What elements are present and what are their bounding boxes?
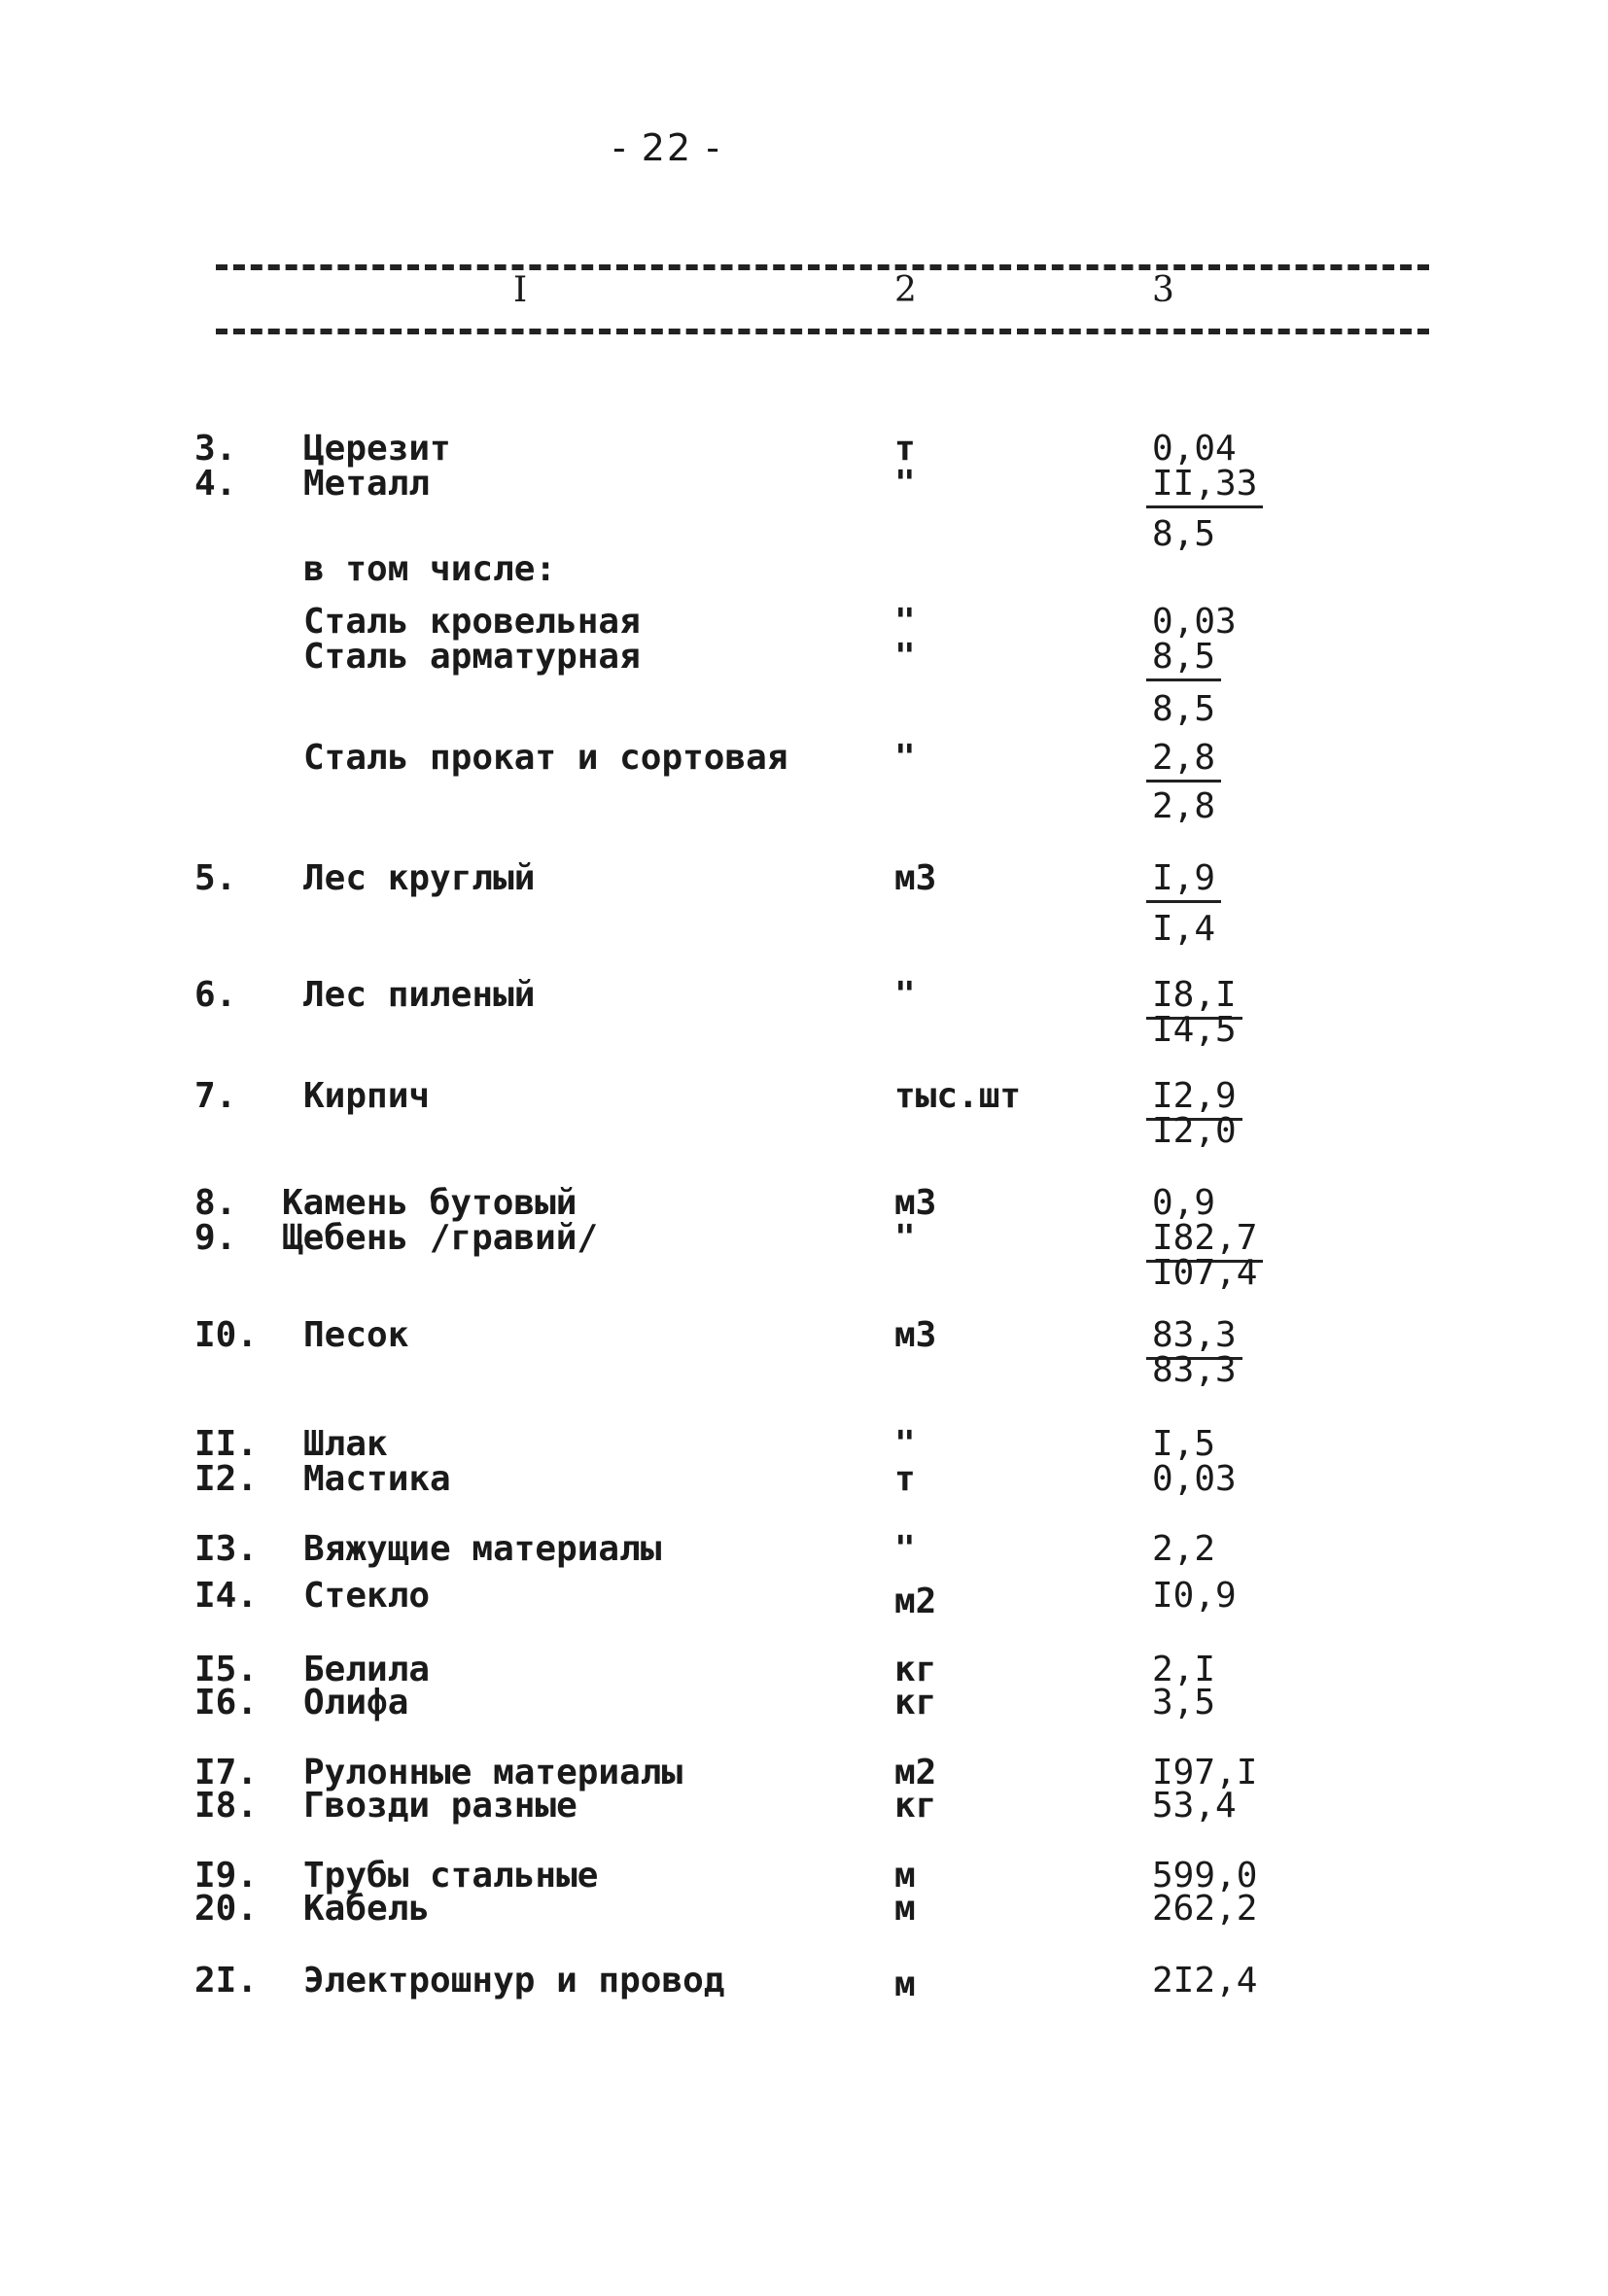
row-value: 0,03	[1152, 602, 1237, 642]
column-header-1: I	[513, 270, 528, 310]
row-unit: м3	[894, 1183, 937, 1223]
row-unit: кг	[894, 1683, 937, 1722]
page-number: - 22 -	[612, 126, 721, 169]
row-unit: т	[894, 1459, 916, 1499]
row-name: Стекло	[303, 1576, 431, 1616]
row-value	[1152, 637, 1221, 677]
row-value-2: 8,5	[1152, 689, 1216, 729]
row-unit: "	[894, 1529, 916, 1569]
row-name: Лес пиленый	[303, 975, 536, 1015]
row-num: 7.	[194, 1076, 237, 1116]
column-header-2: 2	[894, 270, 917, 310]
row-unit: "	[894, 637, 916, 677]
row-value-underlined: I2,9	[1146, 1076, 1242, 1121]
row-value: 2,2	[1152, 1529, 1216, 1569]
row-value	[1152, 1315, 1242, 1355]
row-value-2: I07,4	[1152, 1253, 1258, 1293]
row-unit: м3	[894, 858, 937, 898]
row-value: 3,5	[1152, 1683, 1216, 1722]
row-num: 4.	[194, 464, 237, 504]
row-unit: "	[894, 464, 916, 504]
row-name: Кирпич	[303, 1076, 431, 1116]
row-value-2: I,4	[1152, 909, 1216, 949]
row-num: I3.	[194, 1529, 259, 1569]
row-unit: м3	[894, 1315, 937, 1355]
row-unit: "	[894, 1218, 916, 1258]
row-value	[1152, 1218, 1263, 1258]
row-name: Сталь прокат и сортовая	[303, 738, 788, 778]
row-unit: тыс.шт	[894, 1076, 1022, 1116]
row-name: Кабель	[303, 1889, 431, 1929]
row-name: Мастика	[303, 1459, 451, 1499]
row-num: II.	[194, 1424, 259, 1464]
row-unit: кг	[894, 1650, 937, 1689]
row-value: 262,2	[1152, 1889, 1258, 1929]
row-name: Шлак	[303, 1424, 388, 1464]
row-unit: кг	[894, 1786, 937, 1826]
row-value	[1152, 858, 1221, 898]
row-num: I4.	[194, 1576, 259, 1616]
row-value	[1152, 1076, 1242, 1116]
row-name: Белила	[303, 1650, 431, 1689]
row-name: Металл	[303, 464, 431, 504]
row-num: I5.	[194, 1650, 259, 1689]
row-value	[1152, 738, 1221, 778]
row-value-underlined: I82,7	[1146, 1218, 1263, 1263]
row-unit: т	[894, 429, 916, 469]
row-num: I9.	[194, 1856, 259, 1896]
row-unit: м2	[894, 1753, 937, 1792]
row-num: I8.	[194, 1786, 259, 1826]
row-num: 3.	[194, 429, 237, 469]
row-value	[1152, 975, 1242, 1015]
row-value-2: 2,8	[1152, 786, 1216, 826]
row-unit: м2	[894, 1582, 937, 1621]
row-value: I,5	[1152, 1424, 1216, 1464]
row-num: 9.	[194, 1218, 237, 1258]
row-name: в том числе:	[303, 549, 557, 589]
row-value-underlined: 2,8	[1146, 738, 1221, 783]
row-value-underlined: 8,5	[1146, 637, 1221, 681]
row-value-2: 8,5	[1152, 514, 1216, 554]
row-name: Щебень /гравий/	[282, 1218, 599, 1258]
row-value: 2,I	[1152, 1650, 1216, 1689]
row-name: Камень бутовый	[282, 1183, 577, 1223]
row-value	[1152, 464, 1263, 504]
row-unit: м	[894, 1889, 916, 1929]
row-num: I0.	[194, 1315, 259, 1355]
row-value: 0,9	[1152, 1183, 1216, 1223]
row-unit: "	[894, 1424, 916, 1464]
row-value-2: I2,0	[1152, 1111, 1237, 1151]
row-value-2: I4,5	[1152, 1010, 1237, 1050]
row-num: 20.	[194, 1889, 259, 1929]
row-value: I97,I	[1152, 1753, 1258, 1792]
row-value: 0,03	[1152, 1459, 1237, 1499]
row-name: Сталь арматурная	[303, 637, 641, 677]
row-value-underlined: II,33	[1146, 464, 1263, 508]
row-value-underlined: I8,I	[1146, 975, 1242, 1020]
header-dash-top	[216, 264, 1429, 270]
row-num: 6.	[194, 975, 237, 1015]
row-value: 599,0	[1152, 1856, 1258, 1896]
row-value-underlined: 83,3	[1146, 1315, 1242, 1360]
row-name: Рулонные материалы	[303, 1753, 683, 1792]
row-num: I7.	[194, 1753, 259, 1792]
row-name: Гвозди разные	[303, 1786, 577, 1826]
row-value: 53,4	[1152, 1786, 1237, 1826]
row-num: 2I.	[194, 1961, 259, 2000]
row-num: I6.	[194, 1683, 259, 1722]
row-name: Вяжущие материалы	[303, 1529, 662, 1569]
row-num: 5.	[194, 858, 237, 898]
row-num: 8.	[194, 1183, 237, 1223]
row-name: Электрошнур и провод	[303, 1961, 725, 2000]
row-name: Трубы стальные	[303, 1856, 599, 1896]
row-name: Песок	[303, 1315, 409, 1355]
row-unit: "	[894, 602, 916, 642]
row-unit: "	[894, 975, 916, 1015]
column-header-3: 3	[1152, 270, 1174, 310]
row-num: I2.	[194, 1459, 259, 1499]
row-name: Сталь кровельная	[303, 602, 641, 642]
row-value: 0,04	[1152, 429, 1237, 469]
row-value-2: 83,3	[1152, 1350, 1237, 1390]
row-value: 2I2,4	[1152, 1961, 1258, 2000]
row-value-underlined: I,9	[1146, 858, 1221, 903]
row-name: Олифа	[303, 1683, 409, 1722]
row-unit: м	[894, 1965, 916, 2004]
row-value: I0,9	[1152, 1576, 1237, 1616]
row-unit: "	[894, 738, 916, 778]
row-name: Церезит	[303, 429, 451, 469]
row-unit: м	[894, 1856, 916, 1896]
row-name: Лес круглый	[303, 858, 536, 898]
header-dash-bottom	[216, 329, 1429, 334]
